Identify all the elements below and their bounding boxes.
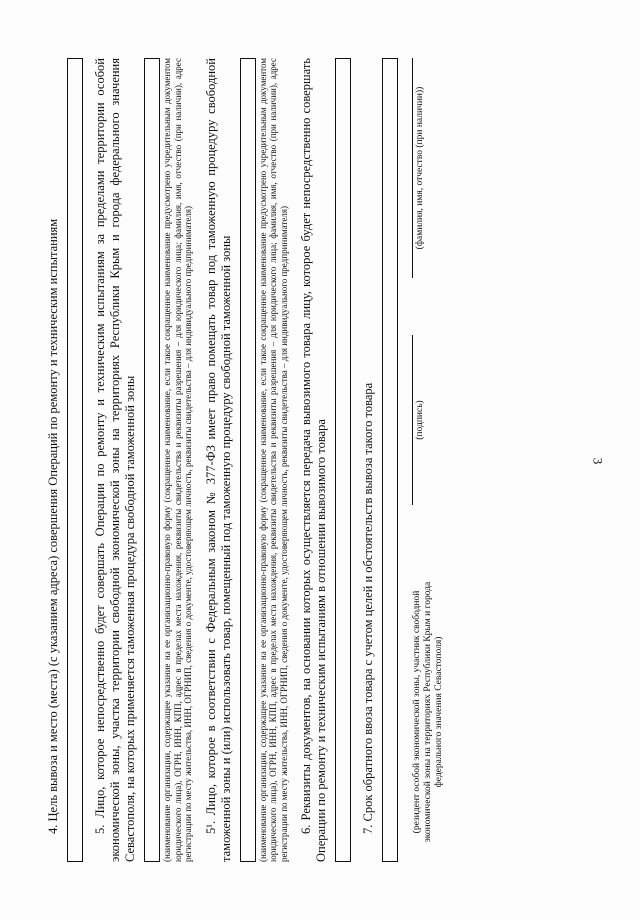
item-4-text: 4. Цель вывоза и место (места) (с указанием адреса) совершения Операций по ремонту и техническим испытаниям: [46, 218, 60, 834]
item-6-text: 6. Реквизиты документов, на основании которых осуществляется передача вывозимого товара лицу, которое будет непосредственно совершать Операции по ремонту и техническим испытаниям в отношении вывозимого товара: [299, 58, 328, 862]
rotated-content: [40, 30, 600, 890]
item-5-1-field[interactable]: [240, 58, 256, 862]
form-body: [40, 30, 600, 890]
item-7-field[interactable]: [382, 58, 398, 862]
signature-block: [412, 58, 445, 862]
item-5-note: (наименование организации, содержащее указание на ее организационно-правовую форму (сокращенное наименование, если такое сокращенное наименование предусмотрено учредительным документом юридического лица), ОГРН, ИНН, КПП, адрес в пределах места нахождения, реквизиты свидетельства и реквизиты разрешения – для юридического лица; фамилия, имя, отчество (при наличии), адрес регистрации по месту жительства, ИНН, ОГРНИП, сведения о документе, удостоверяющем личность, реквизиты свидетельства – для индивидуального предпринимателя): [162, 58, 193, 862]
item-5-field[interactable]: [144, 58, 160, 862]
signature-resident-label: (резидент особой экономической зоны, участник свободной экономической зоны на территориях Республики Крым и города федерального значения Севастополя): [412, 581, 444, 843]
item-4-field[interactable]: [67, 58, 83, 862]
page-number: 3: [589, 457, 605, 465]
item-5-1-note: (наименование организации, содержащее указание на ее организационно-правовую форму (сокращенное наименование, если такое сокращенное наименование предусмотрено учредительным документом юридического лица), ОГРН, ИНН, КПП, адрес в пределах места нахождения, реквизиты свидетельства и реквизиты разрешения – для юридического лица; фамилия, имя, отчество (при наличии), адрес регистрации по месту жительства, ИНН, ОГРНИП, сведения о документе, удостоверяющем личность, реквизиты свидетельства – для индивидуального предпринимателя): [257, 58, 289, 862]
item-6-field[interactable]: [335, 58, 351, 862]
signature-label: (подпись): [412, 335, 426, 505]
signature-name-label: (фамилия, имя, отчество (при наличии)): [412, 58, 426, 278]
item-5-1-text: 5¹. Лицо, которое в соответствии с Федеральным законом № 377-ФЗ имеет право помещать товар под таможенную процедуру свободной таможенной зоны и (или) использовать товар, помещенный под таможенную процедуру свободной таможенной зоны: [203, 58, 233, 862]
item-7-text: 7. Срок обратного ввоза товара с учетом целей и обстоятельств вывоза такого товара: [361, 382, 375, 834]
item-5-text: 5. Лицо, которое непосредственно будет совершать Операции по ремонту и техническим испытаниям за пределами территории особой экономической зоны, участка территории свободной экономической зоны на территориях Республики Крым и города федерального значения Севастополя, на которых применяется таможенная процедура свободной таможенной зоны: [93, 58, 137, 862]
